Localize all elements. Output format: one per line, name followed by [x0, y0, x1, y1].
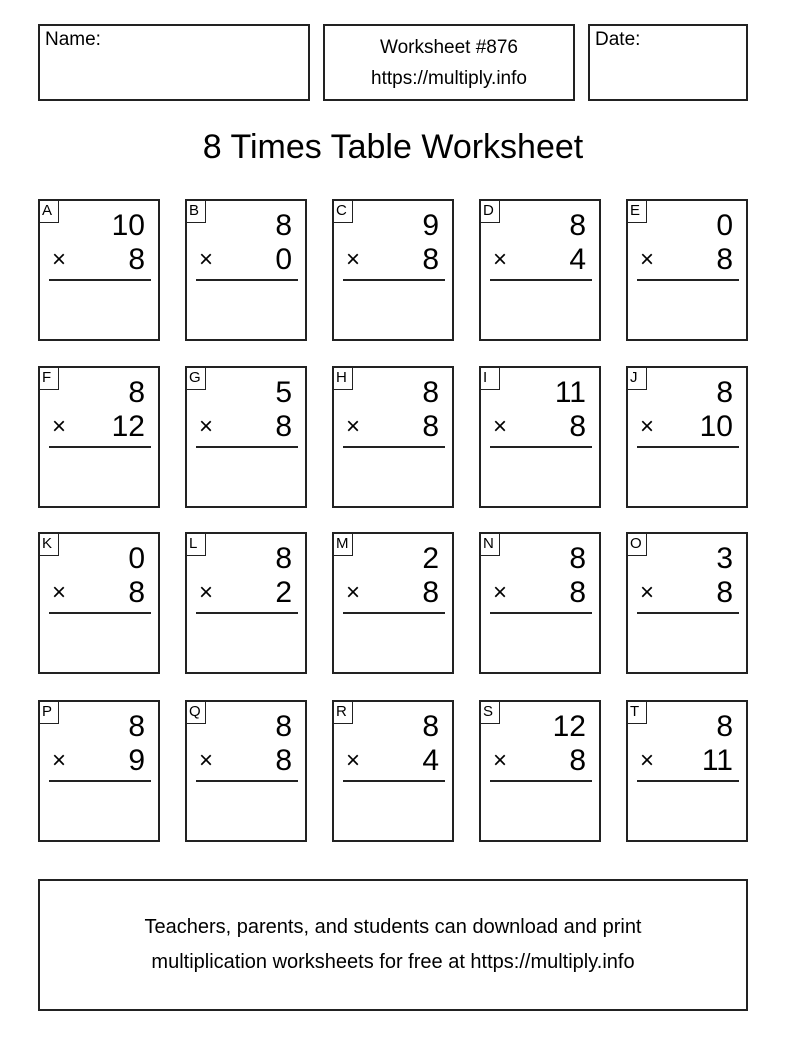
problem-card-e: [626, 199, 748, 341]
multiplicand: 3: [716, 542, 733, 575]
problem-letter: G: [187, 368, 206, 390]
multiplicand: 8: [569, 542, 586, 575]
multiplier: 4: [422, 744, 439, 777]
multiplier: 8: [128, 576, 145, 609]
multiplicand: 0: [128, 542, 145, 575]
problem-letter: C: [334, 201, 353, 223]
multiply-sign: ×: [493, 413, 508, 440]
multiplicand: 5: [275, 376, 292, 409]
multiply-sign: ×: [493, 579, 508, 606]
answer-line: [637, 279, 739, 281]
problem-card-q: [185, 700, 307, 842]
answer-line: [490, 279, 592, 281]
answer-line: [196, 446, 298, 448]
multiply-sign: ×: [346, 413, 361, 440]
problem-letter: J: [628, 368, 647, 390]
multiplicand: 8: [128, 710, 145, 743]
multiply-sign: ×: [199, 579, 214, 606]
problem-card-r: [332, 700, 454, 842]
problem-letter: A: [40, 201, 59, 223]
multiplicand: 12: [552, 710, 586, 743]
worksheet-info-box: [323, 24, 575, 101]
multiply-sign: ×: [493, 246, 508, 273]
name-field-box: [38, 24, 310, 101]
multiplier: 8: [716, 576, 733, 609]
problem-card-s: [479, 700, 601, 842]
multiplier: 8: [716, 243, 733, 276]
multiplier: 2: [275, 576, 292, 609]
problem-letter: P: [40, 702, 59, 724]
multiplicand: 11: [554, 376, 586, 409]
answer-line: [343, 279, 445, 281]
multiplier: 11: [701, 744, 733, 777]
multiply-sign: ×: [52, 579, 67, 606]
problem-letter: S: [481, 702, 500, 724]
problem-letter: I: [481, 368, 500, 390]
footer-line-2: multiplication worksheets for free at https://multiply.info: [151, 951, 635, 973]
multiply-sign: ×: [52, 246, 67, 273]
problem-card-t: [626, 700, 748, 842]
multiplicand: 8: [275, 710, 292, 743]
multiply-sign: ×: [52, 413, 67, 440]
multiplier: 0: [275, 243, 292, 276]
worksheet-number: Worksheet #876: [379, 37, 518, 58]
page-title: 8 Times Table Worksheet: [202, 128, 584, 166]
multiply-sign: ×: [640, 413, 655, 440]
problem-card-c: [332, 199, 454, 341]
multiplicand: 0: [716, 209, 733, 242]
answer-line: [490, 780, 592, 782]
answer-line: [637, 446, 739, 448]
multiplicand: 8: [275, 209, 292, 242]
problem-card-l: [185, 532, 307, 674]
multiplier: 12: [111, 410, 145, 443]
name-label: Name:: [45, 29, 101, 50]
answer-line: [490, 612, 592, 614]
multiplier: 8: [422, 243, 439, 276]
problem-card-n: [479, 532, 601, 674]
problem-card-b: [185, 199, 307, 341]
answer-line: [490, 446, 592, 448]
problem-card-m: [332, 532, 454, 674]
problem-letter: E: [628, 201, 647, 223]
multiplicand: 8: [716, 376, 733, 409]
multiply-sign: ×: [346, 747, 361, 774]
footer-line-1: Teachers, parents, and students can download and print: [144, 916, 642, 938]
multiply-sign: ×: [52, 747, 67, 774]
multiplicand: 8: [716, 710, 733, 743]
footer-box: [38, 879, 748, 1011]
multiplier: 8: [569, 744, 586, 777]
multiplicand: 9: [422, 209, 439, 242]
problem-letter: K: [40, 534, 59, 556]
multiplier: 8: [569, 576, 586, 609]
multiply-sign: ×: [199, 246, 214, 273]
problem-letter: R: [334, 702, 353, 724]
multiply-sign: ×: [346, 246, 361, 273]
date-label: Date:: [595, 29, 641, 50]
problem-letter: F: [40, 368, 59, 390]
date-field-box: [588, 24, 748, 101]
multiplicand: 8: [422, 376, 439, 409]
multiplicand: 8: [422, 710, 439, 743]
answer-line: [49, 279, 151, 281]
problem-letter: N: [481, 534, 500, 556]
multiplier: 8: [275, 744, 292, 777]
problem-card-d: [479, 199, 601, 341]
problem-card-j: [626, 366, 748, 508]
multiplier: 10: [699, 410, 733, 443]
problem-letter: T: [628, 702, 647, 724]
multiplier: 8: [422, 576, 439, 609]
answer-line: [343, 446, 445, 448]
answer-line: [196, 612, 298, 614]
problem-card-f: [38, 366, 160, 508]
answer-line: [343, 780, 445, 782]
problem-card-i: [479, 366, 601, 508]
answer-line: [637, 780, 739, 782]
problem-letter: L: [187, 534, 206, 556]
problem-letter: D: [481, 201, 500, 223]
problem-card-a: [38, 199, 160, 341]
multiply-sign: ×: [199, 747, 214, 774]
problem-letter: O: [628, 534, 647, 556]
multiply-sign: ×: [640, 579, 655, 606]
multiply-sign: ×: [640, 246, 655, 273]
problem-card-o: [626, 532, 748, 674]
problem-card-p: [38, 700, 160, 842]
multiplicand: 8: [128, 376, 145, 409]
multiplicand: 10: [111, 209, 145, 242]
multiplier: 8: [569, 410, 586, 443]
answer-line: [49, 780, 151, 782]
multiply-sign: ×: [346, 579, 361, 606]
problem-letter: H: [334, 368, 353, 390]
answer-line: [49, 612, 151, 614]
problem-card-k: [38, 532, 160, 674]
answer-line: [343, 612, 445, 614]
multiply-sign: ×: [199, 413, 214, 440]
worksheet-url: https://multiply.info: [371, 68, 527, 89]
problem-letter: M: [334, 534, 353, 556]
problem-letter: Q: [187, 702, 206, 724]
multiplicand: 8: [275, 542, 292, 575]
multiplicand: 2: [422, 542, 439, 575]
problem-card-h: [332, 366, 454, 508]
multiplier: 8: [128, 243, 145, 276]
multiplicand: 8: [569, 209, 586, 242]
answer-line: [49, 446, 151, 448]
multiplier: 4: [569, 243, 586, 276]
answer-line: [196, 279, 298, 281]
multiplier: 8: [275, 410, 292, 443]
answer-line: [196, 780, 298, 782]
multiplier: 8: [422, 410, 439, 443]
problem-card-g: [185, 366, 307, 508]
multiply-sign: ×: [493, 747, 508, 774]
problem-letter: B: [187, 201, 206, 223]
answer-line: [637, 612, 739, 614]
multiply-sign: ×: [640, 747, 655, 774]
multiplier: 9: [128, 744, 145, 777]
